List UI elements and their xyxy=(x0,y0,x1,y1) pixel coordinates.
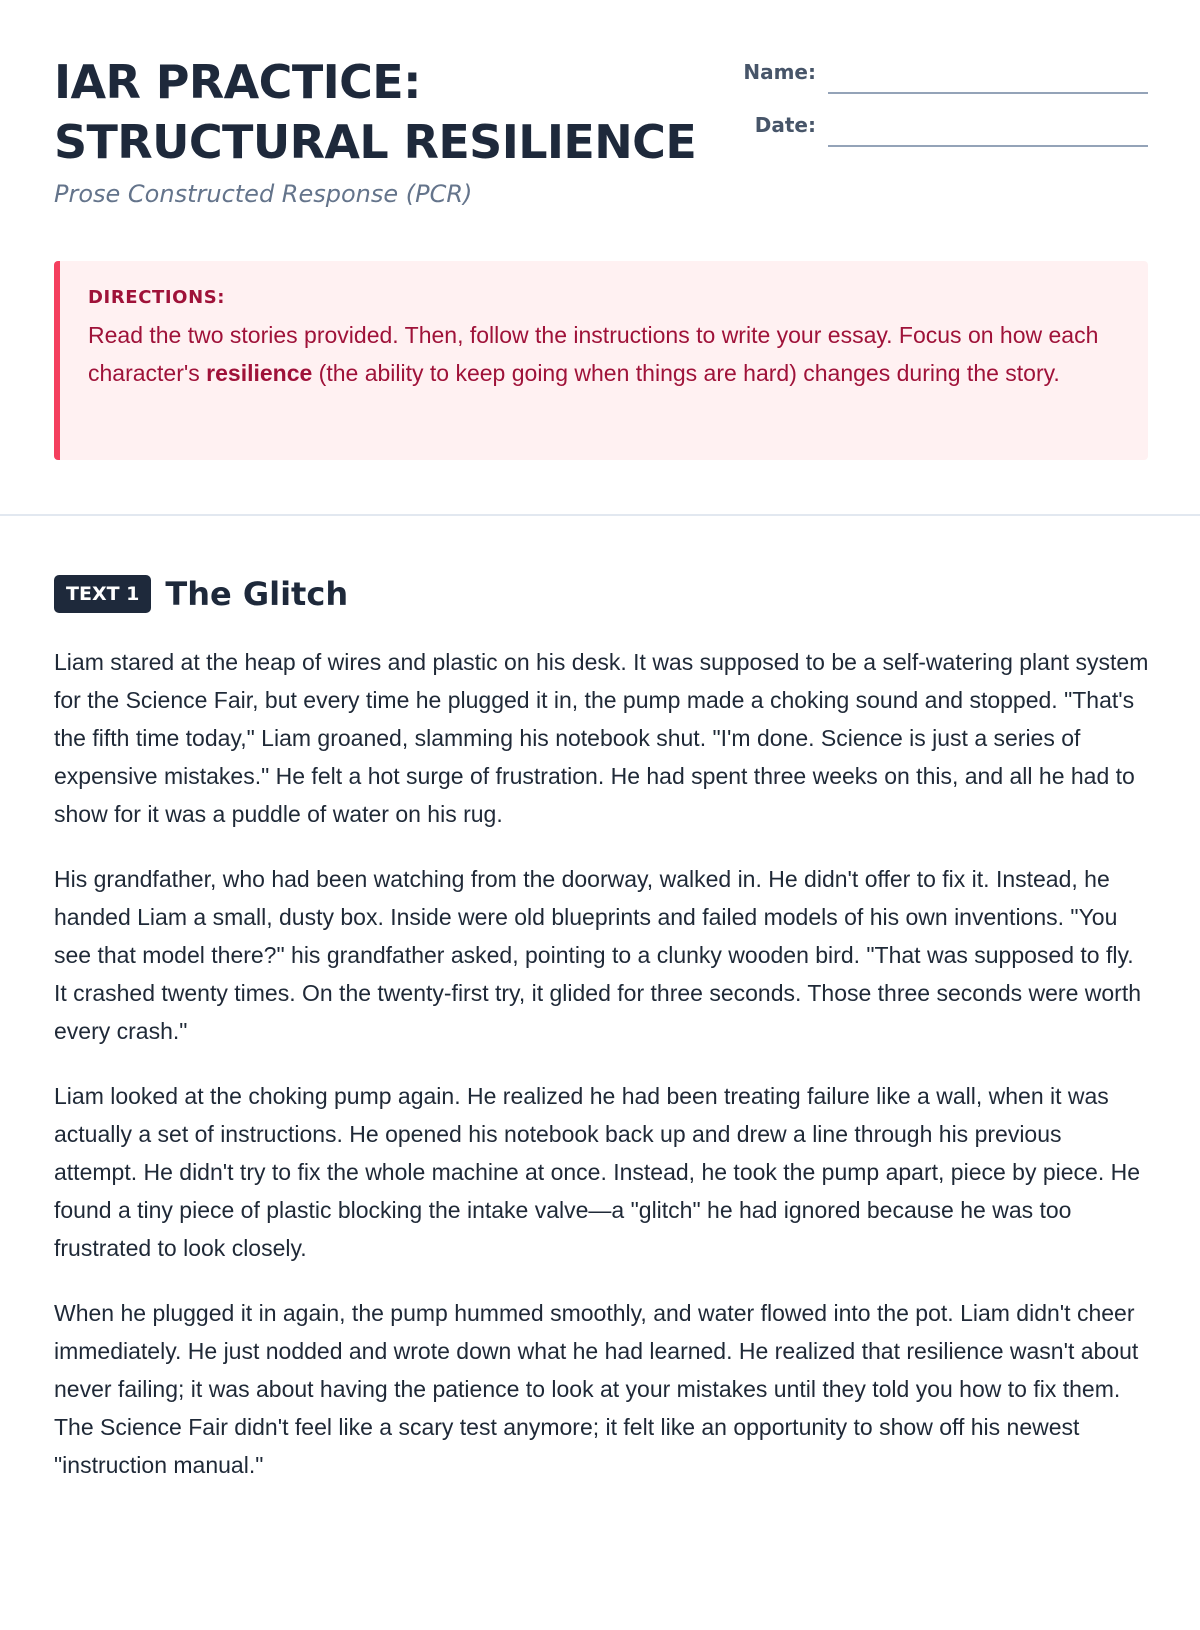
section-divider xyxy=(0,514,1200,516)
name-field-row xyxy=(704,52,1148,105)
title-line-2: STRUCTURAL RESILIENCE xyxy=(54,115,697,169)
directions-bold-term: resilience xyxy=(206,360,313,386)
name-label: Name: xyxy=(743,60,816,84)
student-info-fields xyxy=(704,52,1148,158)
date-label: Date: xyxy=(754,113,816,137)
directions-text xyxy=(88,316,1118,392)
text1-story xyxy=(54,643,1150,1511)
story-paragraph: When he plugged it in again, the pump hummed smoothly, and water flowed into the pot. Liam didn't cheer immediately. He just nodded and wrote down what he had learned. He realized that resilience wasn't about never failing; it was about having the patience to look at your mistakes until they told you how to fix them. The Science Fair didn't feel like a scary test anymore; it felt like an opportunity to show off his newest "instruction manual." xyxy=(54,1300,1139,1478)
story-paragraph: Liam stared at the heap of wires and plastic on his desk. It was supposed to be a self-watering plant system for the Science Fair, but every time he plugged it in, the pump made a choking sound and stopped. "That's the fifth time today," Liam groaned, slamming his notebook shut. "I'm done. Science is just a series of expensive mistakes." He felt a hot surge of frustration. He had spent three weeks on this, and all he had to show for it was a puddle of water on his rug. xyxy=(54,649,1149,827)
name-field[interactable] xyxy=(828,92,1148,94)
text1-heading xyxy=(54,574,348,614)
page-header xyxy=(54,52,1148,222)
directions-heading: DIRECTIONS: xyxy=(88,287,226,308)
directions-text-part-1: Read the two stories provided. Then, follow the instructions to write your essay. Focus on how each character's xyxy=(88,322,1099,386)
directions-box xyxy=(54,261,1148,460)
title-line-1: IAR PRACTICE: xyxy=(54,55,421,109)
directions-text-part-2: (the ability to keep going when things are hard) changes during the story. xyxy=(312,360,1060,386)
text1-badge: TEXT 1 xyxy=(54,575,151,613)
text1-title: The Glitch xyxy=(165,575,349,613)
date-field[interactable] xyxy=(828,145,1148,147)
story-paragraph: His grandfather, who had been watching from the doorway, walked in. He didn't offer to fix it. Instead, he handed Liam a small, dusty box. Inside were old blueprints and failed models of his own inventions. "You see that model there?" his grandfather asked, pointing to a clunky wooden bird. "That was supposed to fly. It crashed twenty times. On the twenty-first try, it glided for three seconds. Those three seconds were worth every crash." xyxy=(54,866,1142,1044)
text2-heading xyxy=(54,1590,92,1630)
page-title xyxy=(54,52,696,172)
page-subtitle: Prose Constructed Response (PCR) xyxy=(54,180,473,208)
date-field-row xyxy=(704,105,1148,158)
story-paragraph: Liam looked at the choking pump again. He realized he had been treating failure like a wall, when it was actually a set of instructions. He opened his notebook back up and drew a line through his previous attempt. He didn't try to fix the whole machine at once. Instead, he took the pump apart, piece by piece. He found a tiny piece of plastic blocking the intake valve—a "glitch" he had ignored because he was too frustrated to look closely. xyxy=(54,1083,1141,1261)
